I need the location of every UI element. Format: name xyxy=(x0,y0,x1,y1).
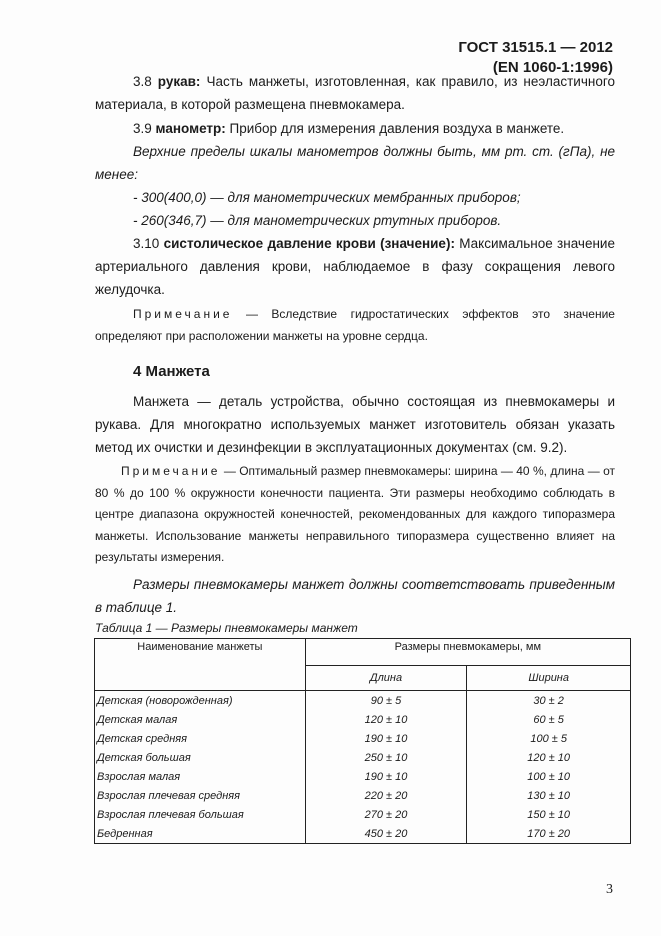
page-number: 3 xyxy=(606,882,613,897)
standard-code: ГОСТ 31515.1 — 2012 xyxy=(458,39,613,56)
cell-name: Взрослая плечевая средняя xyxy=(95,786,306,805)
cell-name: Детская большая xyxy=(95,748,306,767)
cell-name: Детская средняя xyxy=(95,729,306,748)
section-4-paragraph: Манжета — деталь устройства, обычно состоящая из пневмокамеры и рукава. Для многократно используемых манжет изготовитель обязан указать метод их очистки и дезинфекции в эксплуатационных документах (см. 9.2). xyxy=(95,394,615,455)
definition-3-10: 3.10 систолическое давление крови (значение): Максимальное значение артериального давления крови, наблюдаемое в фазу сокращения левого желудочка. xyxy=(95,236,615,297)
table-row xyxy=(95,805,631,824)
definition-3-8: 3.8 рукав: Часть манжеты, изготовленная, как правило, из неэластичного материала, в которой размещена пневмокамера. xyxy=(95,74,615,112)
cell-width: 120 ± 10 xyxy=(467,748,631,767)
table-row xyxy=(95,786,631,805)
note-section-4: Примечание — Оптимальный размер пневмокамеры: ширина — 40 %, длина — от 80 % до 100 % окружности конечности пациента. Эти размеры необходимо соблюдать в центре диапазона окружностей конечностей, рекомендованных для каждого типоразмера манжеты. Использование манжеты неправильного типоразмера существенно влияет на результаты измерения. xyxy=(95,464,615,564)
note-label: Примечание xyxy=(133,307,233,321)
table-row xyxy=(95,767,631,786)
cell-length: 120 ± 10 xyxy=(305,710,467,729)
standard-ref: (EN 1060-1:1996) xyxy=(492,59,613,76)
column-header-name: Наименование манжеты xyxy=(95,639,306,691)
term: рукав: xyxy=(157,74,201,89)
table-row xyxy=(95,710,631,729)
table-row xyxy=(95,748,631,767)
column-header-length: Длина xyxy=(305,666,467,691)
limit-item-membrane: - 300(400,0) — для манометрических мембранных приборов; xyxy=(133,190,521,205)
cell-length: 90 ± 5 xyxy=(305,691,467,711)
section-title: 4 Манжета xyxy=(133,363,210,380)
cell-name: Взрослая плечевая большая xyxy=(95,805,306,824)
table-reference-paragraph: Размеры пневмокамеры манжет должны соответствовать приведенным в таблице 1. xyxy=(95,577,615,615)
cell-name: Взрослая малая xyxy=(95,767,306,786)
cell-width: 100 ± 10 xyxy=(467,767,631,786)
column-header-group: Размеры пневмокамеры, мм xyxy=(305,639,630,666)
table-row xyxy=(95,729,631,748)
cell-name: Бедренная xyxy=(95,824,306,844)
cell-width: 150 ± 10 xyxy=(467,805,631,824)
table-row xyxy=(95,824,631,844)
cell-width: 130 ± 10 xyxy=(467,786,631,805)
cell-length: 220 ± 20 xyxy=(305,786,467,805)
note-label: Примечание xyxy=(121,464,221,478)
manometer-limits: Верхние пределы шкалы манометров должны быть, мм рт. ст. (гПа), не менее: xyxy=(95,144,615,182)
table-caption: Таблица 1 — Размеры пневмокамеры манжет xyxy=(95,621,358,635)
definition-3-9: 3.9 манометр: Прибор для измерения давления воздуха в манжете. xyxy=(133,121,565,136)
cell-name: Детская (новорожденная) xyxy=(95,691,306,711)
column-header-width: Ширина xyxy=(467,666,631,691)
term: манометр: xyxy=(155,121,226,136)
cell-length: 250 ± 10 xyxy=(305,748,467,767)
cell-length: 450 ± 20 xyxy=(305,824,467,844)
cell-width: 30 ± 2 xyxy=(467,691,631,711)
note-3-10: Примечание — Вследствие гидростатических эффектов это значение определяют при расположении манжеты на уровне сердца. xyxy=(95,307,615,343)
cell-name: Детская малая xyxy=(95,710,306,729)
cell-width: 170 ± 20 xyxy=(467,824,631,844)
limit-item-mercury: - 260(346,7) — для манометрических ртутных приборов. xyxy=(133,213,502,228)
term: систолическое давление крови (значение): xyxy=(163,236,455,251)
cell-width: 60 ± 5 xyxy=(467,710,631,729)
table-row xyxy=(95,691,631,711)
cell-width: 100 ± 5 xyxy=(467,729,631,748)
cell-length: 190 ± 10 xyxy=(305,767,467,786)
cell-length: 270 ± 20 xyxy=(305,805,467,824)
cell-length: 190 ± 10 xyxy=(305,729,467,748)
cuff-sizes-table xyxy=(94,638,631,844)
